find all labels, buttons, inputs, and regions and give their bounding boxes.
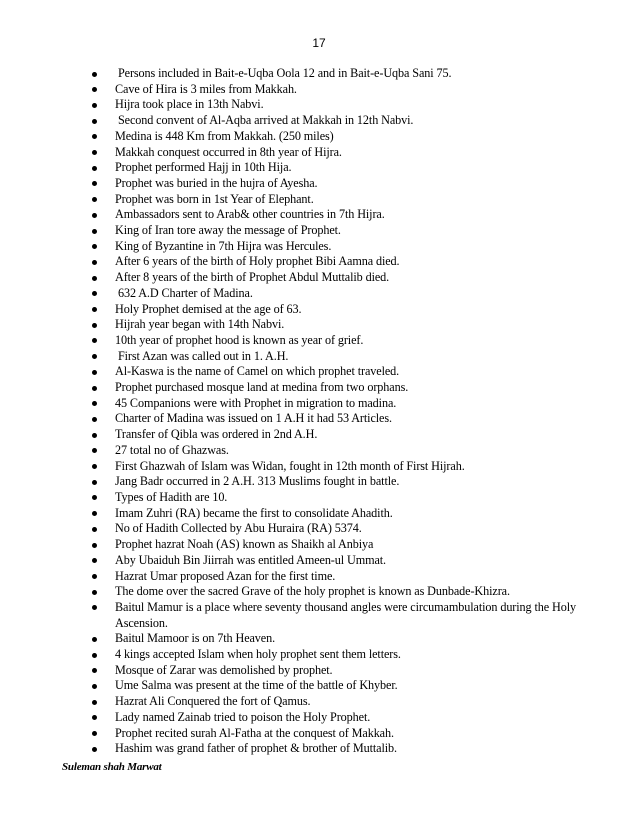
list-item-text: Second convent of Al-Aqba arrived at Makkah in 12th Nabvi. [115,113,414,128]
list-item [89,192,589,208]
list-item [89,254,589,270]
list-item-text: 632 A.D Charter of Madina. [115,285,253,300]
list-item-text: Persons included in Bait-e-Uqba Oola 12 and in Bait-e-Uqba Sani 75. [115,66,452,80]
bullet-icon [89,160,115,176]
list-item-text: 27 total no of Ghazwas. [115,442,229,457]
bullet-icon [89,631,115,647]
bullet-icon [89,333,115,349]
bullet-icon [89,537,115,553]
list-item-text: Ume Salma was present at the time of the battle of Khyber. [115,678,398,693]
list-item [89,411,589,427]
bullet-icon [89,396,115,412]
bullet-icon [89,427,115,443]
list-item [89,631,589,647]
list-item-text: Prophet was born in 1st Year of Elephant. [115,191,314,206]
bullet-icon [89,66,115,82]
bullet-icon [89,569,115,585]
list-item-text: Hijra took place in 13th Nabvi. [115,97,264,112]
bullet-icon [89,364,115,380]
list-item [89,97,589,113]
bullet-icon [89,584,115,600]
bullet-icon [89,113,115,129]
bullet-icon [89,459,115,475]
list-item [89,427,589,443]
bullet-icon [89,726,115,742]
list-item [89,553,589,569]
bullet-icon [89,521,115,537]
bullet-icon [89,317,115,333]
bullet-icon [89,663,115,679]
bullet-icon [89,302,115,318]
list-item [89,710,589,726]
list-item-text: Al-Kaswa is the name of Camel on which prophet traveled. [115,364,400,379]
list-item [89,176,589,192]
bullet-icon [89,474,115,490]
list-item [89,600,589,631]
list-item-text: Transfer of Qibla was ordered in 2nd A.H. [115,427,318,442]
bullet-icon [89,678,115,694]
bullet-icon [89,553,115,569]
bullet-icon [89,286,115,302]
list-item-text: 10th year of prophet hood is known as year of grief. [115,332,364,347]
list-item [89,396,589,412]
list-item [89,113,589,129]
list-item [89,207,589,223]
bullet-icon [89,506,115,522]
bullet-icon [89,192,115,208]
list-item [89,694,589,710]
list-item-text: First Ghazwah of Islam was Widan, fought in 12th month of First Hijrah. [115,458,465,473]
list-item-text: Types of Hadith are 10. [115,489,228,504]
list-item [89,537,589,553]
list-item [89,270,589,286]
list-item [89,380,589,396]
list-item-text: 4 kings accepted Islam when holy prophet sent them letters. [115,647,401,662]
list-item-text: Prophet performed Hajj in 10th Hija. [115,160,292,175]
footer-author: Suleman shah Marwat [62,761,162,773]
bullet-icon [89,694,115,710]
list-item-text: Charter of Madina was issued on 1 A.H it had 53 Articles. [115,411,392,426]
list-item [89,145,589,161]
list-item [89,678,589,694]
bullet-icon [89,82,115,98]
list-item-text: Hazrat Umar proposed Azan for the first time. [115,568,336,583]
list-item [89,663,589,679]
bullet-icon [89,490,115,506]
bullet-icon [89,239,115,255]
bullet-icon [89,647,115,663]
list-item [89,506,589,522]
list-item-text: King of Byzantine in 7th Hijra was Hercules. [115,238,332,253]
bullet-icon [89,145,115,161]
bullet-icon [89,411,115,427]
list-item-text: After 8 years of the birth of Prophet Abdul Muttalib died. [115,270,390,285]
bullet-icon [89,443,115,459]
list-item-text: Holy Prophet demised at the age of 63. [115,301,302,316]
list-item-text: Prophet hazrat Noah (AS) known as Shaikh al Anbiya [115,537,374,552]
list-item-text: First Azan was called out in 1. A.H. [115,348,289,363]
list-item [89,726,589,742]
bullet-icon [89,270,115,286]
list-item [89,741,589,757]
list-item [89,459,589,475]
bullet-icon [89,600,115,631]
list-item [89,443,589,459]
list-item-text: Hashim was grand father of prophet & brother of Muttalib. [115,741,397,756]
list-item-text: Ambassadors sent to Arab& other countries in 7th Hijra. [115,207,385,222]
list-item [89,364,589,380]
list-item [89,349,589,365]
list-item-text: Hazrat Ali Conquered the fort of Qamus. [115,694,311,709]
list-item [89,239,589,255]
bullet-icon [89,129,115,145]
list-item-text: King of Iran tore away the message of Prophet. [115,223,341,238]
bullet-icon [89,710,115,726]
list-item [89,490,589,506]
bullet-icon [89,223,115,239]
list-item [89,474,589,490]
list-item-text: Prophet recited surah Al-Fatha at the conquest of Makkah. [115,725,394,740]
list-item-text: Lady named Zainab tried to poison the Holy Prophet. [115,709,371,724]
list-item [89,569,589,585]
list-item [89,129,589,145]
list-item-text: Prophet was buried in the hujra of Ayesha. [115,175,318,190]
list-item [89,647,589,663]
list-item [89,317,589,333]
list-item [89,66,589,82]
list-item-text: 45 Companions were with Prophet in migration to madina. [115,395,397,410]
bullet-icon [89,254,115,270]
list-item-text: Jang Badr occurred in 2 A.H. 313 Muslims fought in battle. [115,474,400,489]
list-item-text: Prophet purchased mosque land at medina from two orphans. [115,380,409,395]
list-item-text: Baitul Mamoor is on 7th Heaven. [115,631,276,646]
bullet-icon [89,380,115,396]
list-item-text: Baitul Mamur is a place where seventy thousand angles were circumambulation during the Holy Ascension. [115,599,579,630]
list-item-text: The dome over the sacred Grave of the holy prophet is known as Dunbade-Khizra. [115,584,510,599]
list-item [89,82,589,98]
bullet-icon [89,176,115,192]
bullet-list [89,66,589,757]
list-item-text: Makkah conquest occurred in 8th year of Hijra. [115,144,342,159]
list-item-text: No of Hadith Collected by Abu Huraira (RA) 5374. [115,521,362,536]
list-item [89,584,589,600]
bullet-icon [89,207,115,223]
list-item [89,333,589,349]
list-item [89,302,589,318]
bullet-icon [89,97,115,113]
list-item [89,521,589,537]
list-item-text: Imam Zuhri (RA) became the first to consolidate Ahadith. [115,505,393,520]
list-item-text: Mosque of Zarar was demolished by prophet. [115,662,333,677]
page-number: 17 [312,36,326,50]
bullet-icon [89,741,115,757]
list-item-text: Hijrah year began with 14th Nabvi. [115,317,285,332]
list-item-text: Medina is 448 Km from Makkah. (250 miles) [115,128,334,143]
bullet-icon [89,349,115,365]
list-item [89,223,589,239]
list-item-text: Aby Ubaiduh Bin Jiirrah was entitled Ameen-ul Ummat. [115,552,387,567]
list-item-text: Cave of Hira is 3 miles from Makkah. [115,81,297,96]
list-item [89,160,589,176]
list-item [89,286,589,302]
list-item-text: After 6 years of the birth of Holy prophet Bibi Aamna died. [115,254,400,269]
